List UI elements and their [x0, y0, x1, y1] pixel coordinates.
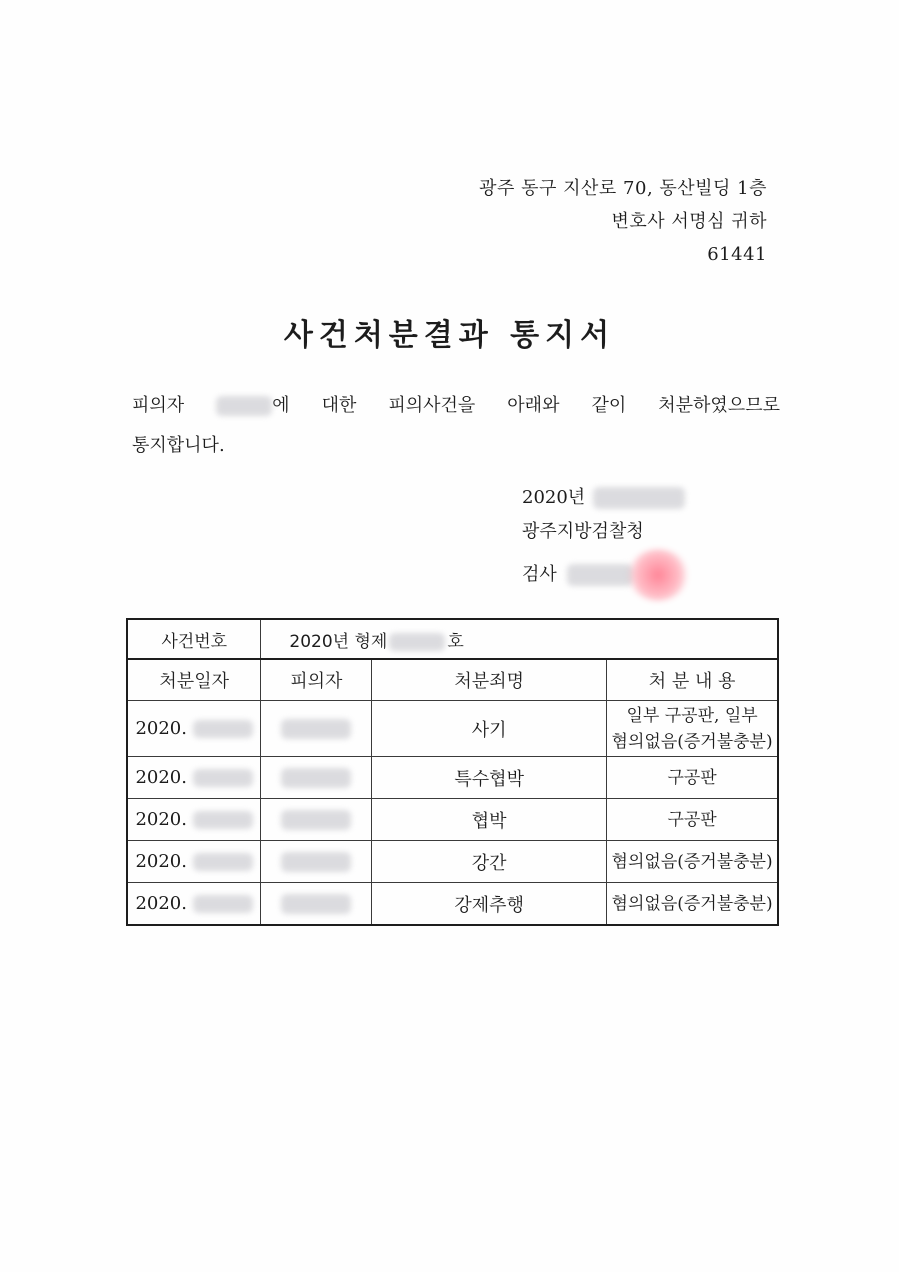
offense-cell: 강간 — [372, 841, 607, 883]
table-row — [127, 701, 778, 757]
disposition-text: 일부 구공판, 일부 — [626, 705, 758, 726]
body-line-1 — [132, 386, 780, 426]
disposition-date-cell — [127, 841, 261, 883]
case-number-label: 사건번호 — [127, 619, 261, 659]
disposition-cell: 구공판 — [607, 799, 778, 841]
offense-cell: 사기 — [372, 701, 607, 757]
disposition-text: 혐의없음(증거불충분) — [611, 731, 773, 752]
suspect-cell — [261, 701, 372, 757]
redacted-date — [193, 811, 253, 829]
date-value: 2020. — [135, 767, 187, 788]
prosecutor-label: 검사 — [522, 564, 557, 585]
redacted-case-number — [389, 633, 445, 651]
date-year: 2020년 — [522, 487, 586, 508]
recipient-address-block — [479, 172, 767, 271]
prosecutor-line — [522, 549, 689, 601]
disposition-cell — [607, 701, 778, 757]
address-line: 광주 동구 지산로 70, 동산빌딩 1층 — [479, 178, 767, 199]
date-value: 2020. — [135, 893, 187, 914]
disposition-cell: 구공판 — [607, 757, 778, 799]
body-word: 에 — [272, 395, 290, 416]
case-number-row — [127, 619, 778, 659]
date-value: 2020. — [135, 718, 187, 739]
recipient-name: 변호사 서명심 귀하 — [611, 211, 767, 232]
disposition-table — [126, 618, 779, 926]
official-seal-stamp — [627, 549, 689, 601]
disposition-date-cell — [127, 757, 261, 799]
redacted-suspect-name — [216, 396, 272, 416]
redacted-suspect-name — [281, 894, 351, 914]
disposition-date-cell — [127, 883, 261, 926]
notice-date — [522, 481, 689, 515]
postal-code: 61441 — [707, 244, 767, 265]
offense-cell: 협박 — [372, 799, 607, 841]
body-word: 처분하였으므로 — [658, 395, 780, 416]
office-label: 광주지방검찰청 — [522, 521, 644, 542]
signature-block — [522, 481, 689, 601]
body-word: 아래와 — [507, 395, 560, 416]
redacted-date — [193, 769, 253, 787]
disposition-date-cell — [127, 701, 261, 757]
disposition-cell: 혐의없음(증거불충분) — [607, 841, 778, 883]
case-year: 2020년 형제 — [289, 631, 388, 652]
table-row — [127, 799, 778, 841]
document-title: 사건처분결과 통지서 — [283, 318, 616, 353]
body-word: 같이 — [591, 395, 627, 416]
redacted-suspect-name — [281, 768, 351, 788]
table-row — [127, 883, 778, 926]
offense-cell: 강제추행 — [372, 883, 607, 926]
table-row — [127, 757, 778, 799]
body-line-2: 통지합니다. — [132, 435, 225, 456]
header-disposition: 처 분 내 용 — [607, 659, 778, 701]
suspect-name-with-particle — [216, 386, 289, 426]
redacted-suspect-name — [281, 810, 351, 830]
notice-body — [132, 386, 780, 466]
date-value: 2020. — [135, 809, 187, 830]
disposition-cell: 혐의없음(증거불충분) — [607, 883, 778, 926]
redacted-prosecutor-name — [567, 564, 633, 586]
header-disposition-date: 처분일자 — [127, 659, 261, 701]
header-suspect: 피의자 — [261, 659, 372, 701]
office-name — [522, 515, 689, 549]
offense-cell: 특수협박 — [372, 757, 607, 799]
redacted-date — [193, 853, 253, 871]
redacted-date — [193, 895, 253, 913]
body-word: 대한 — [321, 395, 357, 416]
case-number-value — [261, 619, 778, 659]
table-header-row — [127, 659, 778, 701]
redacted-suspect-name — [281, 852, 351, 872]
redacted-suspect-name — [281, 719, 351, 739]
redacted-date — [593, 487, 685, 509]
suspect-cell — [261, 757, 372, 799]
case-suffix: 호 — [447, 631, 464, 652]
table-row — [127, 841, 778, 883]
redacted-date — [193, 720, 253, 738]
date-value: 2020. — [135, 851, 187, 872]
body-word: 피의사건을 — [388, 395, 476, 416]
disposition-date-cell — [127, 799, 261, 841]
suspect-cell — [261, 799, 372, 841]
suspect-cell — [261, 841, 372, 883]
suspect-cell — [261, 883, 372, 926]
header-offense: 처분죄명 — [372, 659, 607, 701]
body-word: 피의자 — [132, 395, 185, 416]
